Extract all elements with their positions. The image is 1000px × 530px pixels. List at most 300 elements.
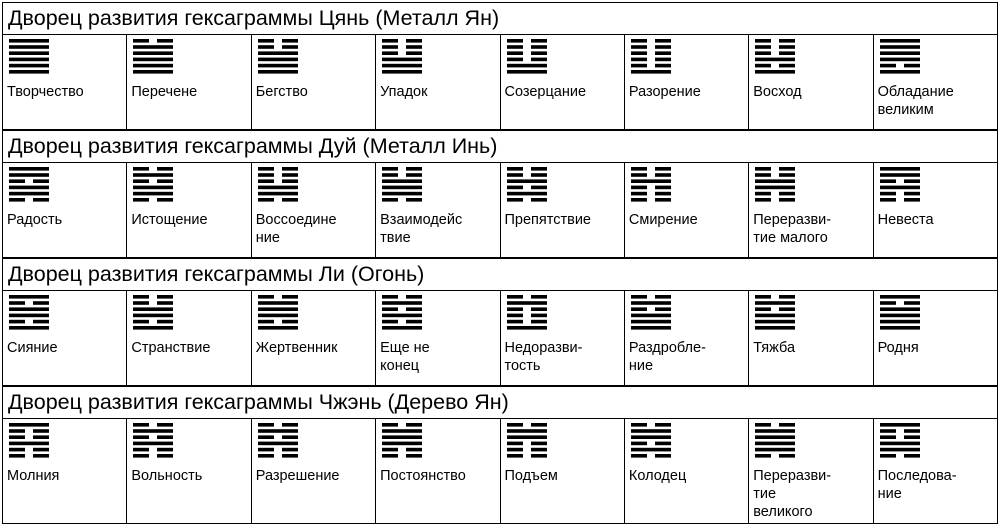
yang-line [133, 429, 173, 433]
yin-line [880, 64, 896, 68]
yin-line [631, 64, 647, 68]
hexagram-row [3, 163, 998, 212]
yin-line [655, 167, 671, 171]
yang-line [133, 326, 173, 330]
hexagram-name-row [3, 83, 998, 130]
yin-line [282, 179, 298, 183]
hexagram-cell [251, 291, 375, 340]
yin-line [382, 423, 398, 427]
yin-line [258, 39, 274, 43]
yin-line [406, 454, 422, 458]
hexagram-cell [127, 163, 251, 212]
yang-line [631, 320, 671, 324]
yang-line [258, 326, 298, 330]
yin-line [133, 39, 149, 43]
yang-line [880, 45, 920, 49]
yin-line [282, 423, 298, 427]
yin-line [507, 45, 523, 49]
yang-line [258, 301, 298, 305]
hexagram-cell [251, 35, 375, 84]
yang-line [9, 442, 49, 446]
hexagram-name-cell [376, 467, 500, 524]
yang-line [258, 429, 298, 433]
hexagram-symbol [507, 422, 547, 460]
yin-line [507, 295, 523, 299]
hexagram-name-cell [873, 467, 997, 524]
yin-line [282, 167, 298, 171]
yin-line [631, 45, 647, 49]
hexagram-symbol [382, 422, 422, 460]
yin-line [507, 442, 523, 446]
hexagram-cell [3, 291, 127, 340]
yin-line [531, 320, 547, 324]
hexagram-name: Переразви- тие малого [753, 212, 832, 246]
hexagram-symbol [382, 38, 422, 76]
hexagram-name-cell [127, 339, 251, 386]
yin-line [631, 198, 647, 202]
hexagram-name-cell [500, 467, 624, 524]
yin-line [904, 429, 920, 433]
hexagram-cell [3, 419, 127, 468]
palace-table-3 [2, 258, 998, 386]
hexagram-row [3, 291, 998, 340]
yin-line [779, 173, 795, 177]
yang-line [755, 320, 795, 324]
yang-line [507, 179, 547, 183]
yang-line [382, 314, 422, 318]
yang-line [880, 51, 920, 55]
hexagram-symbol [133, 38, 173, 76]
hexagram-name: Истощение [131, 212, 208, 228]
yin-line [880, 198, 896, 202]
yin-line [531, 295, 547, 299]
yin-line [133, 435, 149, 439]
hexagram-name: Восход [753, 84, 802, 100]
yin-line [33, 435, 49, 439]
yin-line [755, 173, 771, 177]
yang-line [133, 64, 173, 68]
yang-line [631, 326, 671, 330]
yin-line [531, 58, 547, 62]
yin-line [133, 301, 149, 305]
yin-line [531, 454, 547, 458]
hexagram-name: Вольность [131, 468, 203, 484]
yin-line [779, 64, 795, 68]
yin-line [880, 301, 896, 305]
hexagram-symbol [755, 294, 795, 332]
hexagram-name-cell [500, 83, 624, 130]
yin-line [755, 423, 771, 427]
yang-line [9, 167, 49, 171]
hexagram-name-cell [873, 83, 997, 130]
hexagram-name-cell [3, 211, 127, 258]
yang-line [382, 301, 422, 305]
hexagram-name: Переразви- тие великого [753, 468, 832, 520]
yang-line [382, 192, 422, 196]
yang-line [258, 442, 298, 446]
hexagram-name: Разрешение [255, 468, 340, 484]
yang-line [9, 326, 49, 330]
yang-line [631, 435, 671, 439]
yang-line [258, 186, 298, 190]
yin-line [904, 301, 920, 305]
yang-line [258, 307, 298, 311]
yin-line [755, 295, 771, 299]
yin-line [9, 198, 25, 202]
hexagram-name-cell [127, 467, 251, 524]
hexagram-name-cell [749, 339, 873, 386]
hexagram-symbol [258, 422, 298, 460]
yin-line [631, 192, 647, 196]
hexagram-row [3, 35, 998, 84]
yin-line [655, 442, 671, 446]
yang-line [258, 192, 298, 196]
hexagram-name-cell [3, 83, 127, 130]
hexagram-symbol [507, 166, 547, 204]
hexagram-symbol [258, 294, 298, 332]
hexagram-symbol [755, 422, 795, 460]
hexagram-symbol [755, 166, 795, 204]
yin-line [282, 454, 298, 458]
hexagram-name: Взаимодейс твие [380, 212, 463, 246]
yin-line [133, 179, 149, 183]
yin-line [157, 320, 173, 324]
hexagram-name-cell [873, 339, 997, 386]
yin-line [9, 454, 25, 458]
yin-line [755, 198, 771, 202]
yin-line [904, 435, 920, 439]
hexagram-symbol [631, 38, 671, 76]
hexagram-name-cell [624, 339, 748, 386]
yin-line [904, 198, 920, 202]
yin-line [507, 198, 523, 202]
yang-line [880, 314, 920, 318]
yin-line [382, 448, 398, 452]
yin-line [406, 448, 422, 452]
hexagram-cell [749, 163, 873, 212]
yin-line [258, 435, 274, 439]
hexagram-name-row [3, 467, 998, 524]
yin-line [779, 45, 795, 49]
hexagram-cell [624, 419, 748, 468]
hexagram-cell [376, 291, 500, 340]
yin-line [258, 423, 274, 427]
hexagram-name: Творчество [7, 84, 84, 100]
yin-line [9, 429, 25, 433]
yin-line [655, 173, 671, 177]
hexagram-palaces-sheet [2, 2, 998, 524]
yin-line [406, 198, 422, 202]
hexagram-name: Созерцание [504, 84, 587, 100]
yang-line [133, 70, 173, 74]
yang-line [133, 192, 173, 196]
hexagram-name: Невеста [877, 212, 934, 228]
yang-line [382, 442, 422, 446]
hexagram-symbol [507, 38, 547, 76]
hexagram-name: Перечене [131, 84, 198, 100]
yang-line [631, 301, 671, 305]
yin-line [282, 295, 298, 299]
yin-line [382, 198, 398, 202]
yang-line [631, 429, 671, 433]
yang-line [382, 429, 422, 433]
hexagram-cell [500, 35, 624, 84]
yang-line [382, 58, 422, 62]
hexagram-cell [873, 291, 997, 340]
yang-line [631, 70, 671, 74]
hexagram-cell [3, 163, 127, 212]
hexagram-cell [749, 35, 873, 84]
yang-line [755, 448, 795, 452]
yin-line [755, 167, 771, 171]
yin-line [631, 186, 647, 190]
hexagram-symbol [880, 422, 920, 460]
hexagram-name-row [3, 339, 998, 386]
yin-line [531, 442, 547, 446]
yin-line [755, 39, 771, 43]
yin-line [507, 307, 523, 311]
yin-line [157, 198, 173, 202]
hexagram-name-cell [376, 83, 500, 130]
yang-line [382, 186, 422, 190]
yang-line [880, 186, 920, 190]
hexagram-name-cell [500, 211, 624, 258]
hexagram-name-cell [3, 467, 127, 524]
hexagram-symbol [9, 294, 49, 332]
hexagram-name: Бегство [255, 84, 308, 100]
yang-line [755, 429, 795, 433]
yin-line [406, 423, 422, 427]
yin-line [157, 39, 173, 43]
yang-line [9, 192, 49, 196]
hexagram-cell [251, 419, 375, 468]
hexagram-name-cell [500, 339, 624, 386]
yin-line [133, 423, 149, 427]
yin-line [157, 454, 173, 458]
hexagram-symbol [880, 294, 920, 332]
hexagram-cell [873, 35, 997, 84]
yin-line [382, 45, 398, 49]
yin-line [531, 186, 547, 190]
yin-line [755, 51, 771, 55]
hexagram-cell [500, 163, 624, 212]
yang-line [755, 186, 795, 190]
yin-line [531, 45, 547, 49]
yang-line [507, 326, 547, 330]
yin-line [631, 423, 647, 427]
yang-line [133, 173, 173, 177]
yang-line [880, 39, 920, 43]
yin-line [631, 173, 647, 177]
yin-line [282, 39, 298, 43]
yin-line [655, 423, 671, 427]
yin-line [531, 307, 547, 311]
yang-line [382, 435, 422, 439]
hexagram-cell [873, 419, 997, 468]
hexagram-name-cell [749, 83, 873, 130]
yang-line [880, 295, 920, 299]
yin-line [133, 295, 149, 299]
yin-line [157, 295, 173, 299]
hexagram-name-cell [251, 83, 375, 130]
yin-line [507, 173, 523, 177]
yang-line [9, 173, 49, 177]
yin-line [9, 179, 25, 183]
hexagram-name-cell [624, 467, 748, 524]
hexagram-name-cell [624, 211, 748, 258]
yang-line [133, 186, 173, 190]
yin-line [406, 295, 422, 299]
hexagram-name-row [3, 211, 998, 258]
hexagram-cell [500, 291, 624, 340]
hexagram-cell [251, 163, 375, 212]
hexagram-name: Странствие [131, 340, 211, 356]
yin-line [9, 435, 25, 439]
yang-line [258, 70, 298, 74]
yang-line [9, 186, 49, 190]
hexagram-symbol [133, 294, 173, 332]
hexagram-cell [376, 163, 500, 212]
hexagram-name: Упадок [380, 84, 428, 100]
hexagram-symbol [755, 38, 795, 76]
hexagram-symbol [631, 294, 671, 332]
yang-line [258, 314, 298, 318]
yin-line [531, 51, 547, 55]
yin-line [779, 167, 795, 171]
yin-line [406, 173, 422, 177]
hexagram-symbol [258, 166, 298, 204]
hexagram-cell [624, 291, 748, 340]
yang-line [9, 64, 49, 68]
hexagram-name: Обладание великим [877, 84, 954, 118]
yang-line [755, 442, 795, 446]
yin-line [755, 45, 771, 49]
yang-line [755, 301, 795, 305]
palace-title: Дворец развития гексаграммы Дуй (Металл Инь) [3, 131, 998, 163]
yin-line [507, 320, 523, 324]
hexagram-name: Разорение [628, 84, 701, 100]
palace-title: Дворец развития гексаграммы Ли (Огонь) [3, 259, 998, 291]
yin-line [9, 320, 25, 324]
hexagram-symbol [133, 422, 173, 460]
hexagram-cell [500, 419, 624, 468]
yang-line [133, 45, 173, 49]
yin-line [133, 454, 149, 458]
hexagram-symbol [382, 166, 422, 204]
hexagram-cell [127, 291, 251, 340]
hexagram-name-cell [251, 339, 375, 386]
yang-line [880, 167, 920, 171]
yin-line [282, 448, 298, 452]
yin-line [258, 295, 274, 299]
hexagram-name-cell [251, 467, 375, 524]
hexagram-name: Радость [7, 212, 63, 228]
hexagram-cell [624, 163, 748, 212]
yang-line [880, 326, 920, 330]
hexagram-name-cell [749, 467, 873, 524]
yang-line [382, 179, 422, 183]
yin-line [755, 307, 771, 311]
yang-line [631, 179, 671, 183]
yin-line [779, 307, 795, 311]
yin-line [382, 39, 398, 43]
yang-line [382, 70, 422, 74]
yin-line [282, 198, 298, 202]
hexagram-name: Колодец [628, 468, 687, 484]
hexagram-symbol [631, 166, 671, 204]
yin-line [531, 314, 547, 318]
yin-line [406, 167, 422, 171]
yin-line [382, 320, 398, 324]
yin-line [631, 51, 647, 55]
yang-line [880, 442, 920, 446]
hexagram-cell [127, 419, 251, 468]
hexagram-name: Сияние [7, 340, 58, 356]
yin-line [9, 448, 25, 452]
yin-line [406, 39, 422, 43]
yin-line [880, 429, 896, 433]
yin-line [33, 448, 49, 452]
hexagram-cell [873, 163, 997, 212]
hexagram-cell [624, 35, 748, 84]
yin-line [507, 454, 523, 458]
hexagram-symbol [507, 294, 547, 332]
hexagram-name: Воссоедине ние [255, 212, 337, 246]
hexagram-name: Подъем [504, 468, 558, 484]
yang-line [880, 58, 920, 62]
yin-line [258, 454, 274, 458]
yin-line [507, 39, 523, 43]
yang-line [9, 51, 49, 55]
yang-line [133, 51, 173, 55]
yin-line [507, 167, 523, 171]
hexagram-cell [376, 419, 500, 468]
yin-line [258, 167, 274, 171]
hexagram-name-cell [127, 211, 251, 258]
yin-line [33, 429, 49, 433]
yin-line [631, 39, 647, 43]
yin-line [258, 45, 274, 49]
yang-line [133, 307, 173, 311]
yin-line [382, 173, 398, 177]
yin-line [133, 167, 149, 171]
yin-line [904, 179, 920, 183]
yin-line [655, 186, 671, 190]
hexagram-name: Раздробле- ние [628, 340, 706, 374]
yang-line [507, 64, 547, 68]
yin-line [258, 198, 274, 202]
yin-line [157, 179, 173, 183]
yang-line [9, 307, 49, 311]
hexagram-cell [749, 291, 873, 340]
hexagram-name-cell [624, 83, 748, 130]
yang-line [507, 192, 547, 196]
palace-table-1 [2, 2, 998, 130]
yin-line [880, 192, 896, 196]
yin-line [157, 423, 173, 427]
yin-line [779, 39, 795, 43]
yin-line [755, 192, 771, 196]
yin-line [33, 179, 49, 183]
yin-line [258, 320, 274, 324]
yang-line [880, 423, 920, 427]
yin-line [880, 435, 896, 439]
yin-line [157, 435, 173, 439]
yin-line [33, 198, 49, 202]
yin-line [655, 307, 671, 311]
yin-line [531, 39, 547, 43]
yin-line [531, 167, 547, 171]
